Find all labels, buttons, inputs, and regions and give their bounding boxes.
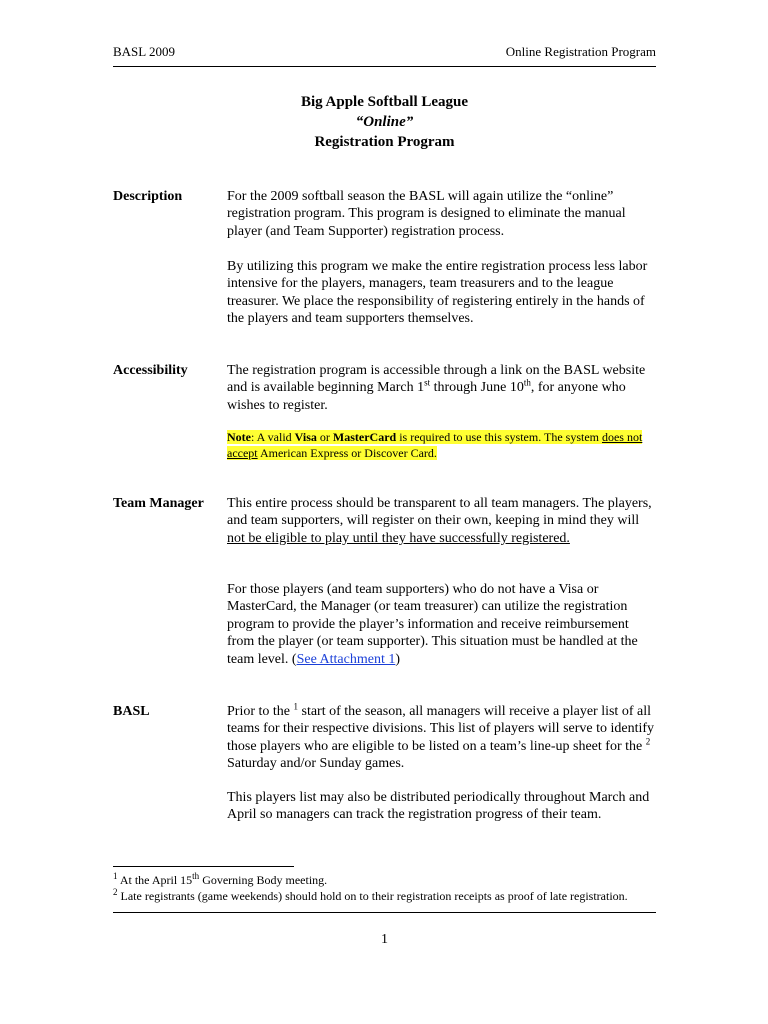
description-paragraph-1: For the 2009 softball season the BASL will again utilize the “online” registration program. This program is designed to eliminate the manual player (and Team Supporter) registration process.	[227, 189, 626, 239]
title-line-1: Big Apple Softball League	[300, 94, 469, 110]
title-line-2: “Online”	[355, 114, 414, 130]
see-attachment-link[interactable]: See Attachment 1	[296, 651, 396, 667]
footnotes	[113, 872, 658, 904]
footnote-rule	[113, 866, 294, 867]
note-text-b: is required to use this system. The system	[396, 430, 602, 444]
accessibility-text-c: , for anyone who wishes to register.	[227, 380, 626, 413]
basl-text-c: Saturday and/or Sunday games.	[227, 756, 405, 772]
team-manager-text-b: For those players (and team supporters) who do not have a Visa or MasterCard, the Manager (or team treasurer) can utilize the registration program to provide the player’s information and receive reimbursement from the player (or team supporter). This situation must be handled at the team level. (	[227, 582, 638, 667]
note-underlined: does not accept	[227, 430, 643, 460]
team-manager-underlined: not be eligible to play until they have successfully registered.	[227, 530, 570, 546]
accessibility-sup-2: th	[523, 377, 531, 388]
document-title	[113, 92, 656, 152]
basl-paragraph-1	[227, 703, 659, 773]
footnote-1-sup: th	[192, 871, 200, 881]
note-or: or	[316, 430, 333, 444]
team-manager-text-a: This entire process should be transparent to all team managers. The players, and team supporters, will register on their own, keeping in mind they will	[227, 496, 652, 529]
accessibility-note	[227, 429, 659, 461]
basl-footnote-ref-1: 1	[293, 701, 298, 712]
section-label-description: Description	[113, 189, 183, 204]
footnote-1-text-b: Governing Body meeting.	[199, 873, 328, 887]
footer-rule	[113, 912, 656, 913]
basl-text-b: start of the season, all managers will receive a player list of all teams for their respective divisions. This list of players will serve to identify those players who are eligible to be listed on a team’s line-up sheet for the	[227, 704, 655, 754]
basl-paragraph-2: This players list may also be distributed periodically throughout March and April so managers can track the registration progress of their team.	[227, 790, 650, 823]
footnote-1-number: 1	[113, 871, 118, 881]
accessibility-text-b: through June 10	[430, 380, 524, 396]
section-label-accessibility: Accessibility	[113, 363, 188, 378]
section-label-basl: BASL	[113, 704, 150, 719]
note-mastercard: MasterCard	[332, 430, 397, 444]
accessibility-sup-1: st	[424, 377, 431, 388]
header-left-text: BASL 2009	[113, 44, 175, 59]
description-paragraph-2: By utilizing this program we make the entire registration process less labor intensive for the players, managers, team treasurers and to the league treasurer. We place the responsibility of registering entirely in the hands of the players and team supporters themselves.	[227, 259, 648, 327]
footnote-2	[113, 888, 658, 904]
team-manager-text-c: )	[395, 651, 401, 667]
basl-footnote-ref-2: 2	[645, 736, 651, 747]
note-text-c: American Express or Discover Card.	[257, 446, 437, 460]
section-label-team-manager: Team Manager	[113, 496, 204, 511]
page-number: 1	[381, 932, 388, 947]
title-line-3: Registration Program	[314, 134, 455, 150]
note-visa: Visa	[294, 430, 317, 444]
note-text-a: : A valid	[251, 430, 295, 444]
footnote-2-text: Late registrants (game weekends) should hold on to their registration receipts as proof of late registration.	[117, 889, 628, 903]
accessibility-text-a: The registration program is accessible through a link on the BASL website and is available beginning March 1	[227, 363, 646, 396]
accessibility-paragraph	[227, 362, 659, 414]
footnote-1-text-a: At the April 15	[117, 873, 193, 887]
footnote-2-number: 2	[113, 887, 118, 897]
team-manager-paragraph-1	[227, 495, 659, 547]
basl-text-a: Prior to the	[227, 704, 294, 719]
header-right-text: Online Registration Program	[505, 44, 656, 59]
header-rule	[113, 66, 656, 67]
team-manager-paragraph-2	[227, 581, 659, 668]
footnote-1	[113, 872, 658, 888]
note-label: Note	[227, 430, 251, 444]
